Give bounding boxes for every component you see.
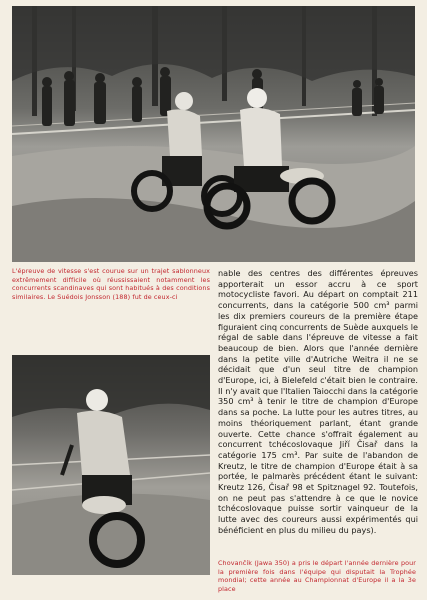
caption-bottom-photo: Chovančík (Jawa 350) a pris le départ l'année dernière pour la première fois dans l'équipe qui disputait la Trophée mondial; cette année au Championnat d'Europe il a la 3e place xyxy=(218,559,416,593)
article-paragraph: nable des centres des différentes épreuves apporterait un essor accru à ce sport motocycliste favori. Au départ on comptait 211 concurrents, dans la catégorie 500 cm³ parmi les dix premiers coureurs de la première étape figuraient cinq concurrents de Suède auxquels le régal de sable dans l'épreuve de vitesse a fait beaucoup de bien. Alors que l'année dernière dans la petite ville d'Autriche Weitra il ne se décidait que d'un seul titre de champion d'Europe, ici, à Bielefeld c'était bien le contraire. Il n'y avait que l'Italien Taiocchi dans la catégorie 350 cm³ à tenir le titre de champion d'Europe dans sa poche. La lutte pour les autres titres, au moins théoriquement parlant, étant grande ouverte. Cette chance s'offrait également au concurrent tchécoslovaque Jiří Čisař dans la catégorie 175 cm³. Par suite de l'abandon de Kreutz, le titre de champion d'Europe était à sa portée, le palmarès précédent étant le suivant: Kreutz 126, Čisař 98 et Spitznagel 92. Toutefois, on ne peut pas s'attendre à ce que le novice tchécoslovaque puisse sortir vainqueur de la lutte avec des coureurs aussi expérimentés qui bénéficient en plus du milieu du pays). xyxy=(218,268,419,535)
photo-rider-chovancik xyxy=(12,355,210,575)
article-body xyxy=(218,268,418,536)
photo-riders-sand xyxy=(12,6,415,262)
caption-top-photo: L'épreuve de vitesse s'est courue sur un trajet sablonneux extrêmement difficile où réussissaient notamment les concurrents scandinaves qui sont habitués à des conditions similaires. Le Suédois Jonsson (188) fut de ceux-ci xyxy=(12,267,210,301)
